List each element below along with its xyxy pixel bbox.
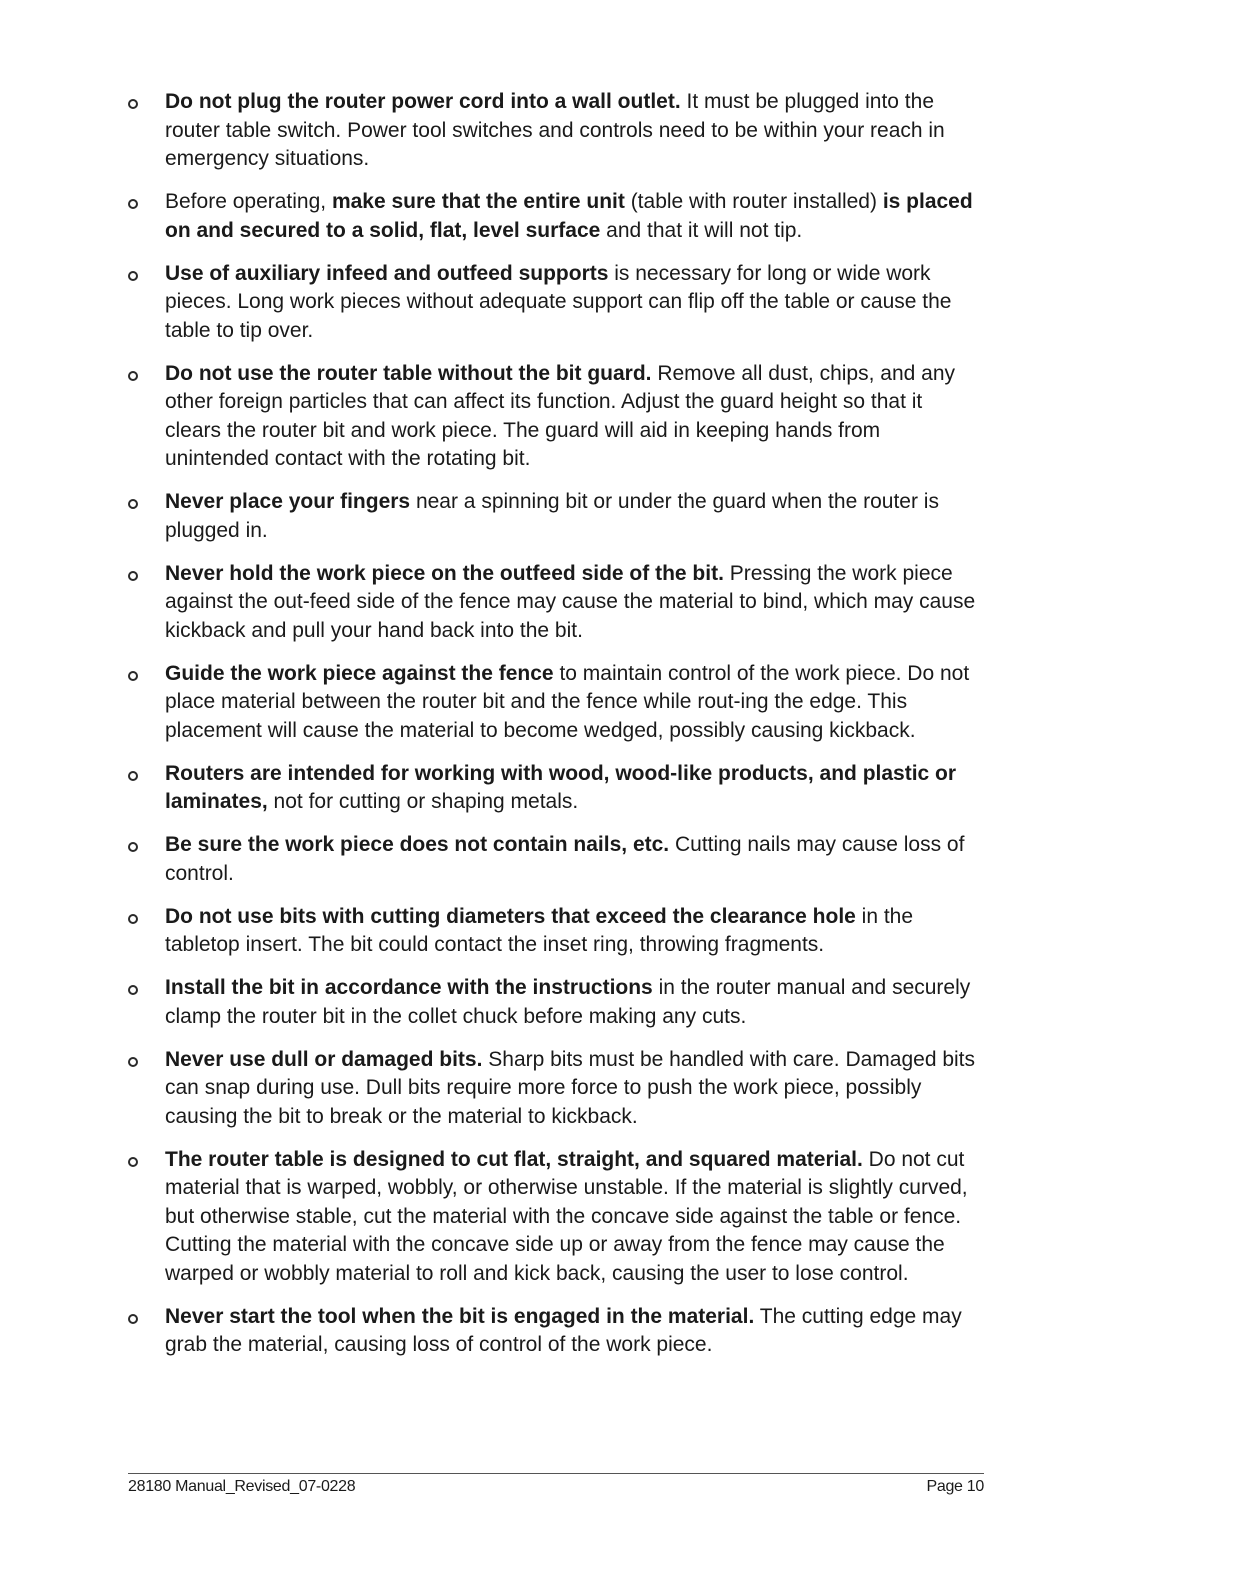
safety-bullet-item <box>128 1146 978 1289</box>
bullet-marker-icon <box>128 914 138 924</box>
bullet-marker-icon <box>128 1157 138 1167</box>
bullet-plain-text: Do not cut material that is warped, wobbly, or otherwise unstable. If the material is slightly curved, but otherwise stable, cut the material with the concave side against the table or fence. Cutting the material with the concave side up or away from the fence may cause the warped or wobbly material to roll and kick back, causing the user to lose control. <box>165 1147 968 1285</box>
bullet-marker-icon <box>128 271 138 281</box>
bullet-bold-text: Never use dull or damaged bits. <box>165 1047 483 1071</box>
bullet-text <box>165 362 955 471</box>
bullet-marker-icon <box>128 571 138 581</box>
bullet-bold-text: Never start the tool when the bit is engaged in the material. <box>165 1304 755 1328</box>
bullet-marker-icon <box>128 499 138 509</box>
safety-bullet-item <box>128 360 978 474</box>
bullet-bold-text: Never place your fingers <box>165 490 411 513</box>
bullet-bold-text: The router table is designed to cut flat, straight, and squared material. <box>165 1147 863 1171</box>
safety-bullet-item <box>128 760 978 817</box>
bullet-bold-text: Use of auxiliary infeed and outfeed supports <box>165 261 609 285</box>
bullet-plain-text: (table with router installed) <box>624 190 883 213</box>
bullet-text <box>165 190 973 242</box>
footer-divider <box>128 1473 984 1474</box>
bullet-plain-text: and that it will not tip. <box>600 218 803 242</box>
bullet-bold-text: is placed on and secured to a solid, flat, level surface <box>165 190 973 242</box>
bullet-plain-text: near a spinning bit or under the guard when the router is plugged in. <box>165 490 939 542</box>
bullet-plain-text: Sharp bits must be handled with care. Damaged bits can snap during use. Dull bits require more force to push the work piece, possibly causing the bit to break or the material to kickback. <box>165 1047 976 1128</box>
bullet-text <box>165 833 964 885</box>
safety-bullet-item <box>128 260 978 346</box>
bullet-text <box>165 490 939 542</box>
bullet-plain-text: Pressing the work piece against the out-feed side of the fence may cause the material to bind, which may cause kickback and pull your hand back into the bit. <box>165 561 976 642</box>
bullet-bold-text: make sure that the entire unit <box>331 190 625 213</box>
footer-page-number: Page 10 <box>926 1478 984 1495</box>
bullet-bold-text: Do not use bits with cutting diameters that exceed the clearance hole <box>165 904 856 928</box>
bullet-text <box>165 662 969 742</box>
safety-bullet-item <box>128 188 978 245</box>
bullet-bold-text: Be sure the work piece does not contain nails, etc. <box>165 833 670 856</box>
bullet-text <box>165 1148 968 1285</box>
bullet-plain-text: Cutting nails may cause loss of control. <box>165 833 965 885</box>
bullet-marker-icon <box>128 985 138 995</box>
safety-bullet-item <box>128 660 978 746</box>
bullet-marker-icon <box>128 371 138 381</box>
safety-bullet-item <box>128 1046 978 1132</box>
bullet-text <box>165 976 970 1028</box>
bullet-bold-text: Routers are intended for working with wood, wood-like products, and plastic or laminates, <box>165 761 957 813</box>
bullet-text <box>165 262 951 342</box>
bullet-bold-text: Do not plug the router power cord into a wall outlet. <box>165 90 681 113</box>
bullet-marker-icon <box>128 671 138 681</box>
bullet-text <box>165 905 913 957</box>
bullet-marker-icon <box>128 1314 138 1324</box>
safety-bullet-item <box>128 488 978 545</box>
bullet-bold-text: Never hold the work piece on the outfeed side of the bit. <box>165 561 724 585</box>
safety-bullet-item <box>128 560 978 646</box>
bullet-plain-text: not for cutting or shaping metals. <box>267 790 579 813</box>
bullet-text <box>165 562 975 642</box>
bullet-text <box>165 1048 975 1128</box>
bullet-text <box>165 90 945 170</box>
bullet-plain-text: is necessary for long or wide work pieces. Long work pieces without adequate support can flip off the table or cause the table to tip over. <box>165 261 952 342</box>
bullet-plain-text: in the router manual and securely clamp the router bit in the collet chuck before making any cuts. <box>165 976 971 1028</box>
safety-bullet-item <box>128 831 978 888</box>
safety-bullet-item <box>128 974 978 1031</box>
bullet-bold-text: Guide the work piece against the fence <box>165 661 554 685</box>
bullet-marker-icon <box>128 771 138 781</box>
bullet-marker-icon <box>128 1057 138 1067</box>
safety-bullet-item <box>128 88 978 174</box>
bullet-marker-icon <box>128 842 138 852</box>
bullet-plain-text: Remove all dust, chips, and any other foreign particles that can affect its function. Adjust the guard height so that it clears the router bit and work piece. The guard will aid in keeping hands from unintended contact with the rotating bit. <box>165 361 955 470</box>
bullet-plain-text: to maintain control of the work piece. Do not place material between the router bit and the fence while rout-ing the edge. This placement will cause the material to become wedged, possibly causing kickback. <box>165 661 970 742</box>
safety-bullet-item <box>128 903 978 960</box>
footer-document-id: 28180 Manual_Revised_07-0228 <box>128 1478 356 1495</box>
safety-bullet-list <box>128 88 978 1374</box>
bullet-bold-text: Do not use the router table without the bit guard. <box>165 361 652 385</box>
bullet-plain-text: The cutting edge may grab the material, causing loss of control of the work piece. <box>165 1304 962 1356</box>
bullet-text <box>165 1305 962 1357</box>
bullet-plain-text: Before operating, <box>165 190 332 213</box>
safety-bullet-item <box>128 1303 978 1360</box>
bullet-text <box>165 762 956 814</box>
bullet-marker-icon <box>128 99 138 109</box>
bullet-plain-text: It must be plugged into the router table switch. Power tool switches and controls need to be within your reach in emergency situations. <box>165 90 945 170</box>
bullet-plain-text: in the tabletop insert. The bit could contact the inset ring, throwing fragments. <box>165 904 914 956</box>
bullet-marker-icon <box>128 199 138 209</box>
bullet-bold-text: Install the bit in accordance with the instructions <box>165 976 653 999</box>
